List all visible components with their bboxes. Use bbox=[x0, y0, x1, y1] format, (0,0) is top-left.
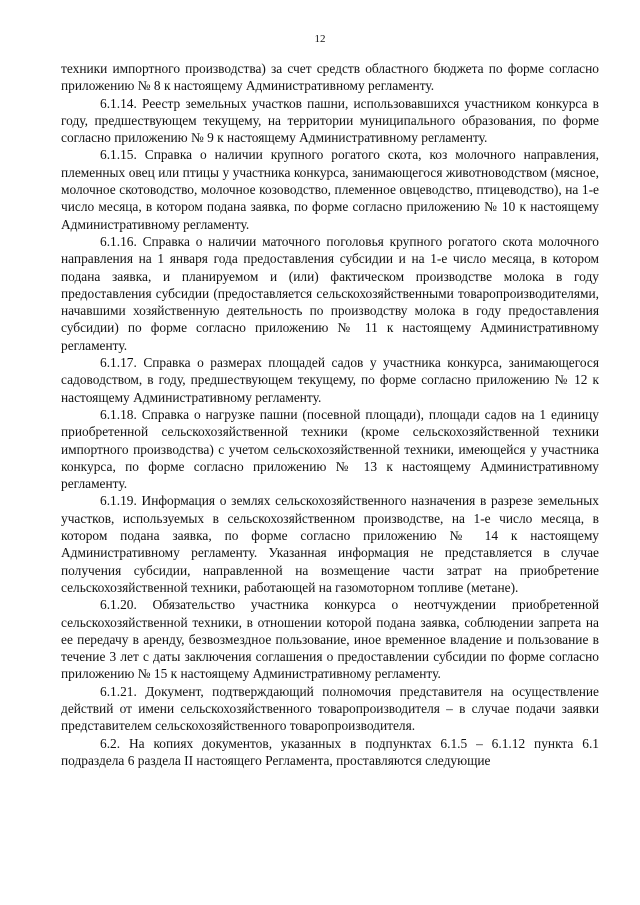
document-body bbox=[61, 60, 599, 769]
paragraph-6-1-14: 6.1.14. Реестр земельных участков пашни, использовавшихся участником конкурса в году, предшествующем текущему, на территории муниципального образования, по форме согласно приложению № 9 к настоящему Административному регламенту. bbox=[61, 95, 599, 146]
paragraph-continuation: техники импортного производства) за счет средств областного бюджета по форме согласно приложению № 8 к настоящему Административному регламенту. bbox=[61, 61, 599, 94]
paragraph-6-1-15: 6.1.15. Справка о наличии крупного рогатого скота, коз молочного направления, племенных овец или птицы у участника конкурса, занимающегося животноводством (мясное, молочное скотоводство, молочное козоводство, племенное овцеводство, птицеводство), на 1-е число месяца, в котором подана заявка, по форме согласно приложению № 10 к настоящему Административному регламенту. bbox=[61, 147, 599, 232]
paragraph-6-1-19: 6.1.19. Информация о землях сельскохозяйственного назначения в разрезе земельных участков, используемых в сельскохозяйственном производстве, на 1-е число месяца, в котором подана заявка, по форме согласно приложению № 14 к настоящему Административному регламенту. Указанная информация не представляется в случае получения субсидии, направленной на возмещение части затрат на приобретение сельскохозяйственной техники, работающей на газомоторном топливе (метане). bbox=[61, 493, 599, 595]
paragraph-6-1-21: 6.1.21. Документ, подтверждающий полномочия представителя на осуществление действий от имени сельскохозяйственного товаропроизводителя – в случае подачи заявки представителем сельскохозяйственного товаропроизводителя. bbox=[61, 683, 599, 734]
page-number: 12 bbox=[314, 33, 326, 45]
paragraph-6-1-17: 6.1.17. Справка о размерах площадей садов у участника конкурса, занимающегося садоводством, в году, предшествующем текущему, по форме согласно приложению № 12 к настоящему Административному регламенту. bbox=[61, 355, 599, 405]
paragraph-6-2: 6.2. На копиях документов, указанных в подпунктах 6.1.5 – 6.1.12 пункта 6.1 подраздела 6 раздела II настоящего Регламента, проставляются следующие bbox=[61, 735, 599, 768]
paragraph-6-1-18: 6.1.18. Справка о нагрузке пашни (посевной площади), площади садов на 1 единицу приобретенной сельскохозяйственной техники (кроме сельскохозяйственной техники импортного производства) с учетом сельскохозяйственной техники, имеющейся у участника конкурса, по форме согласно приложению № 13 к настоящему Административному регламенту. bbox=[61, 406, 599, 492]
paragraph-6-1-20: 6.1.20. Обязательство участника конкурса о неотчуждении приобретенной сельскохозяйственной техники, в отношении которой подана заявка, соблюдении запрета на ее передачу в аренду, безвозмездное пользование, иное временное владение и пользование в течение 3 лет с даты заключения соглашения о предоставлении субсидии по форме согласно приложению № 15 к настоящему Административному регламенту. bbox=[61, 597, 599, 682]
paragraph-6-1-16: 6.1.16. Справка о наличии маточного поголовья крупного рогатого скота молочного направления на 1 января года предоставления субсидии и на 1-е число месяца, в котором подана заявка, и планируемом и (или) фактическом производстве молока в году предоставления субсидии (предоставляется сельскохозяйственными товаропроизводителями, начавшими хозяйственную деятельность по производству молока в году предоставления субсидии) по форме согласно приложению № 11 к настоящему Административному регламенту. bbox=[61, 233, 599, 353]
